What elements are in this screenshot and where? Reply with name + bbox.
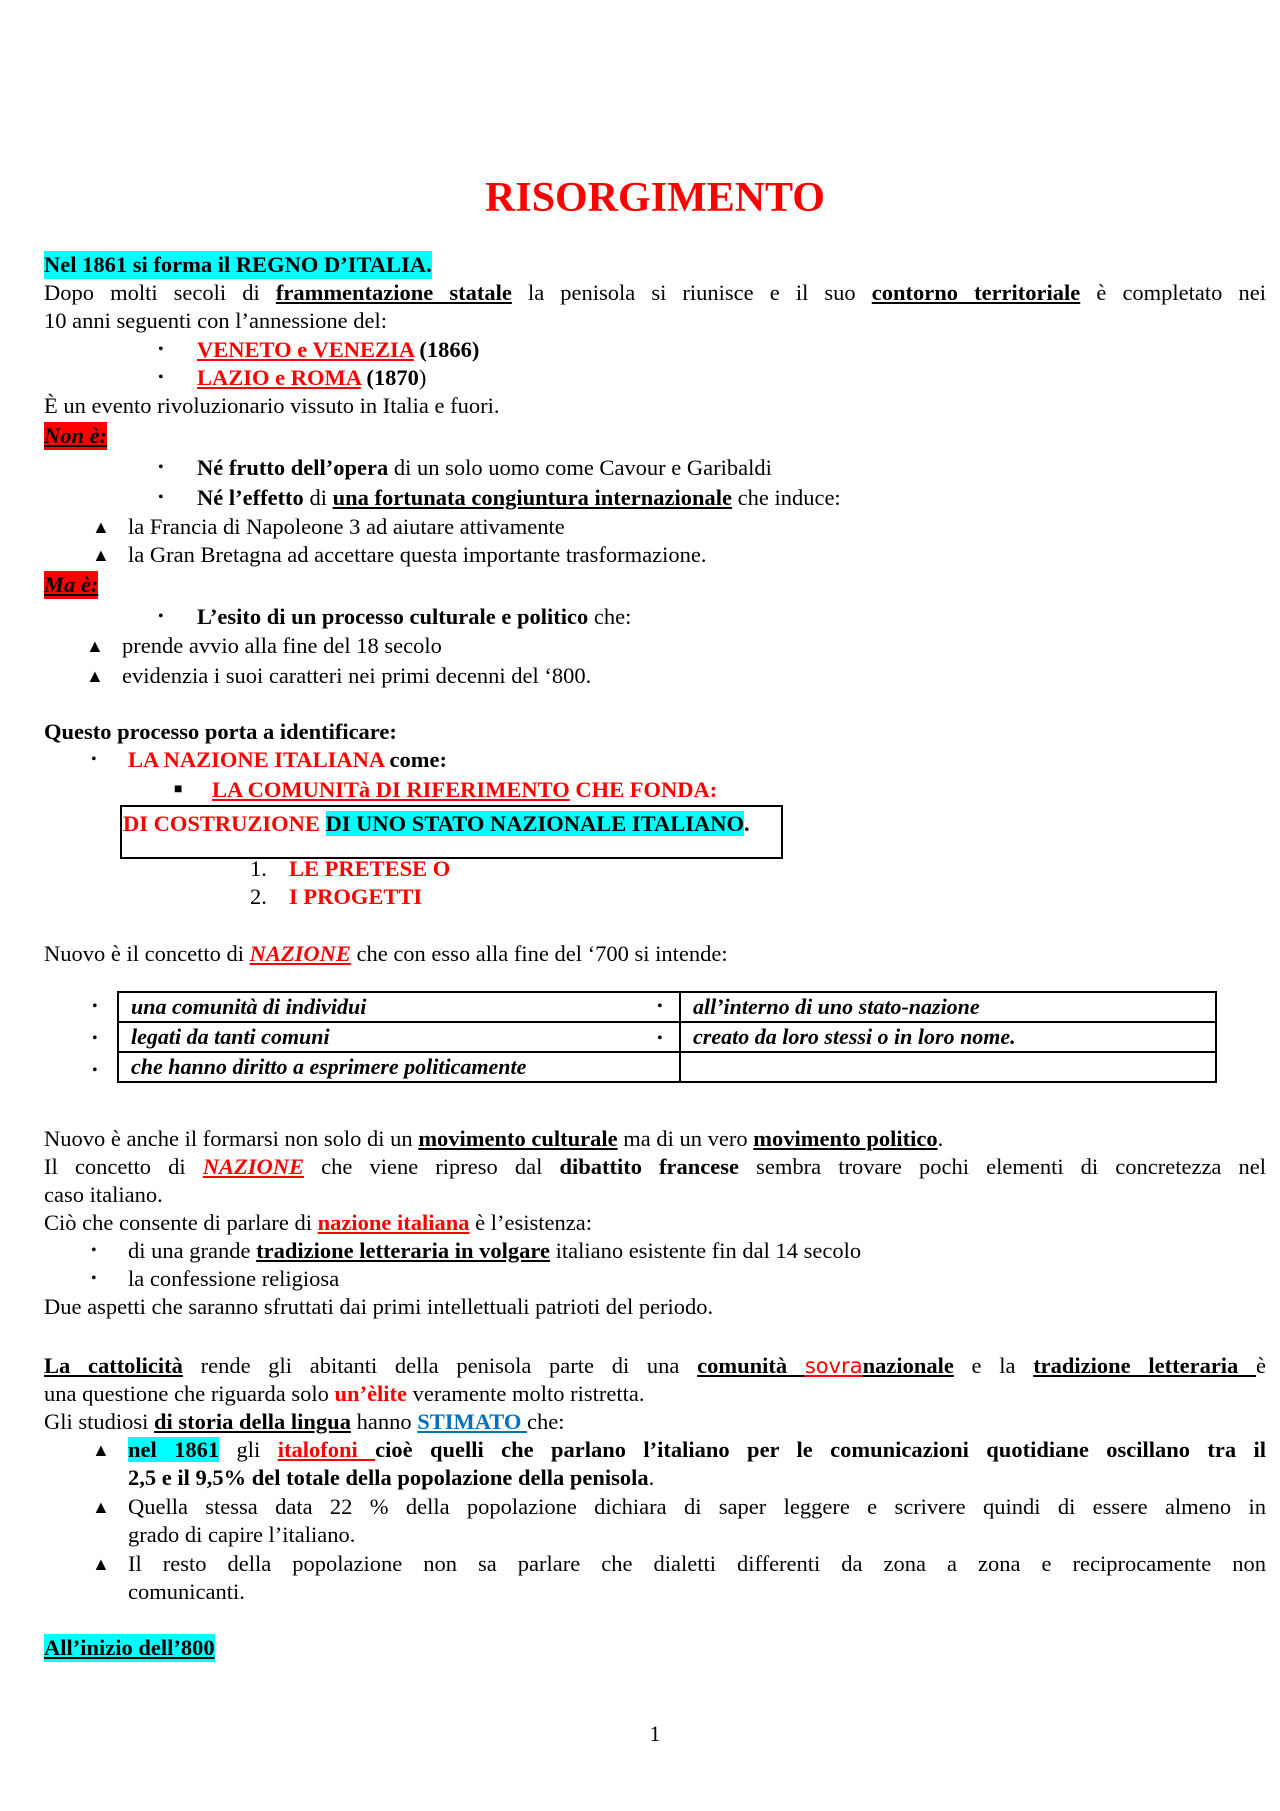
- triangle-bullet-icon: ▲: [92, 545, 110, 565]
- list-item-avvio: prende avvio alla fine del 18 secolo: [122, 633, 442, 658]
- bullet-icon: •: [657, 1030, 663, 1047]
- page-title: RISORGIMENTO: [485, 175, 825, 221]
- paragraph-cattolicita: La cattolicità rende gli abitanti della penisola parte di una comunità sovranazionale e la tradizione letteraria è: [44, 1353, 1267, 1378]
- table-cell: creato da loro stessi o in loro nome.: [680, 1022, 1216, 1052]
- paragraph-frammentazione-line2: 10 anni seguenti con l’annessione del:: [44, 308, 388, 333]
- list-item-confessione: la confessione religiosa: [128, 1266, 340, 1291]
- bullet-icon: •: [92, 998, 98, 1015]
- list-item-ne-frutto: Né frutto dell’opera di un solo uomo come Cavour e Garibaldi: [197, 455, 772, 480]
- table-cell: che hanno diritto a esprimere politicamente: [118, 1052, 680, 1082]
- list-item-progetti: I PROGETTI: [289, 884, 423, 909]
- table-row: [118, 992, 1216, 1022]
- list-item-francia: la Francia di Napoleone 3 ad aiutare attivamente: [128, 514, 565, 539]
- paragraph-studiosi: Gli studiosi di storia della lingua hanno STIMATO che:: [44, 1409, 565, 1434]
- list-item-nazione-italiana: LA NAZIONE ITALIANA come:: [128, 747, 447, 772]
- section-heading-processo: Questo processo porta a identificare:: [44, 719, 397, 744]
- label-ma-e: Ma è:: [44, 572, 99, 597]
- bullet-icon: •: [91, 751, 97, 768]
- section-heading-800: All’inizio dell’800: [44, 1635, 215, 1660]
- paragraph-esistenza: Ciò che consente di parlare di nazione italiana è l’esistenza:: [44, 1210, 592, 1235]
- list-item-tradizione: di una grande tradizione letteraria in volgare italiano esistente fin dal 14 secolo: [128, 1238, 862, 1263]
- list-item-italofoni: nel 1861 gli italofoni cioè quelli che parlano l’italiano per le comunicazioni quotidiane oscillano tra il: [128, 1437, 1266, 1462]
- nazione-definition-table: [117, 991, 1217, 1083]
- table-cell: [680, 1052, 1216, 1082]
- paragraph-cattolicita-line2: una questione che riguarda solo un’èlite veramente molto ristretta.: [44, 1381, 645, 1406]
- page-number: 1: [649, 1721, 661, 1746]
- list-number: 2.: [250, 884, 267, 909]
- bullet-icon: •: [158, 459, 164, 476]
- square-bullet-icon: ■: [174, 782, 183, 797]
- triangle-bullet-icon: ▲: [92, 1440, 110, 1460]
- table-row: [118, 1022, 1216, 1052]
- bullet-icon: •: [158, 489, 164, 506]
- list-item-ne-effetto: Né l’effetto di una fortunata congiuntura internazionale che induce:: [197, 485, 841, 510]
- bullet-icon: •: [92, 1030, 98, 1047]
- list-item-esito: L’esito di un processo culturale e politico che:: [197, 604, 632, 629]
- triangle-bullet-icon: ▲: [92, 1497, 110, 1517]
- list-item-pretese: LE PRETESE O: [289, 856, 451, 881]
- list-number: 1.: [250, 856, 267, 881]
- triangle-bullet-icon: ▲: [92, 1554, 110, 1574]
- triangle-bullet-icon: ▲: [92, 517, 110, 537]
- list-item-dialetti: Il resto della popolazione non sa parlare che dialetti differenti da zona a zona e reciprocamente non: [128, 1551, 1266, 1576]
- paragraph-movimento: Nuovo è anche il formarsi non solo di un movimento culturale ma di un vero movimento politico.: [44, 1126, 944, 1151]
- list-item-caratteri: evidenzia i suoi caratteri nei primi decenni del ‘800.: [122, 663, 592, 688]
- label-non-e: Non è:: [44, 423, 108, 448]
- bullet-icon: •: [91, 1242, 97, 1259]
- paragraph-concetto-nazione: Nuovo è il concetto di NAZIONE che con esso alla fine del ‘700 si intende:: [44, 941, 728, 966]
- list-item-veneto: VENETO e VENEZIA (1866): [197, 337, 480, 362]
- table-row: [118, 1052, 1216, 1082]
- table-cell: una comunità di individui: [118, 992, 680, 1022]
- paragraph-evento: È un evento rivoluzionario vissuto in Italia e fuori.: [44, 393, 500, 418]
- bullet-icon: •: [158, 369, 164, 386]
- paragraph-due-aspetti: Due aspetti che saranno sfruttati dai primi intellettuali patrioti del periodo.: [44, 1294, 714, 1319]
- list-item-italofoni-line2: 2,5 e il 9,5% del totale della popolazione della penisola.: [128, 1465, 655, 1490]
- table-cell: all’interno di uno stato-nazione: [680, 992, 1216, 1022]
- list-item-comunita: LA COMUNITà DI RIFERIMENTO CHE FONDA:: [212, 777, 718, 802]
- boxed-text-costruzione: DI COSTRUZIONE DI UNO STATO NAZIONALE ITALIANO.: [123, 811, 750, 836]
- list-item-dialetti-line2: comunicanti.: [128, 1579, 245, 1604]
- list-item-lazio: LAZIO e ROMA (1870): [197, 365, 427, 390]
- triangle-bullet-icon: ▲: [86, 636, 104, 656]
- bullet-icon: •: [158, 341, 164, 358]
- table-cell: legati da tanti comuni: [118, 1022, 680, 1052]
- bullet-icon: •: [91, 1270, 97, 1287]
- document-page: [44, 0, 1266, 1811]
- bullet-icon: •: [92, 1062, 98, 1079]
- triangle-bullet-icon: ▲: [86, 666, 104, 686]
- bullet-icon: •: [657, 998, 663, 1015]
- paragraph-dibattito-line2: caso italiano.: [44, 1182, 163, 1207]
- section-heading-1861: Nel 1861 si forma il REGNO D’ITALIA.: [44, 252, 432, 277]
- list-item-alfabetizzazione-line2: grado di capire l’italiano.: [128, 1522, 356, 1547]
- paragraph-frammentazione: Dopo molti secoli di frammentazione statale la penisola si riunisce e il suo contorno territoriale è completato nei: [44, 280, 1266, 305]
- paragraph-dibattito: Il concetto di NAZIONE che viene ripreso dal dibattito francese sembra trovare pochi elementi di concretezza nel: [44, 1154, 1267, 1179]
- list-item-gran-bretagna: la Gran Bretagna ad accettare questa importante trasformazione.: [128, 542, 707, 567]
- list-item-alfabetizzazione: Quella stessa data 22 % della popolazione dichiara di saper leggere e scrivere quindi di essere almeno in: [128, 1494, 1266, 1519]
- bullet-icon: •: [158, 608, 164, 625]
